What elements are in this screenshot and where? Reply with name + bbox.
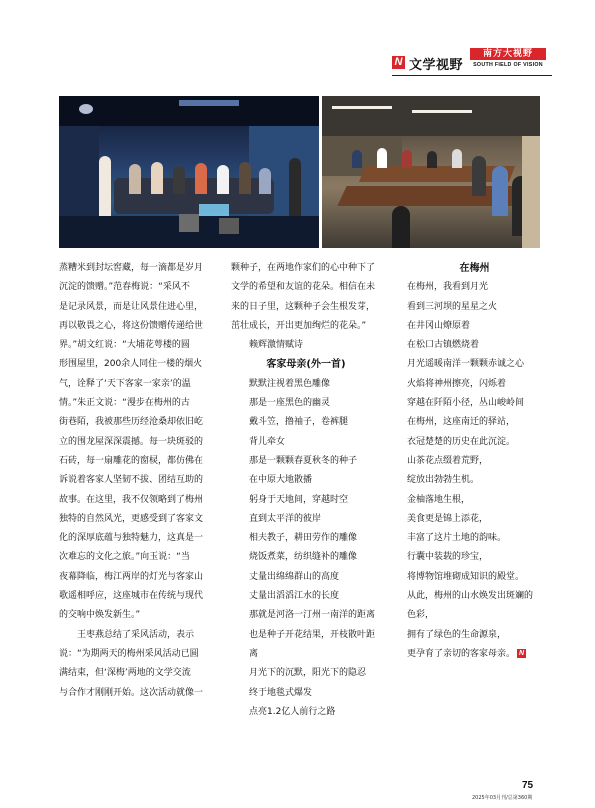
brand-name: 南方大视野: [470, 48, 546, 60]
text-line: 颗种子，在两地作家们的心中种下了: [231, 263, 376, 273]
text-line: 形围屋里，200余人同住一楼的烟火: [59, 359, 203, 370]
text-line: 与合作才刚刚开始。这次活动就像一: [59, 687, 204, 698]
text-line: 是记录风景，而是让风景住进心里，: [59, 301, 204, 312]
poem-line: 那是一颗颗春夏秋冬的种子: [249, 455, 358, 466]
text-line: 满结束，但‘深梅’两地的文学交流: [59, 668, 191, 679]
text-line: 说：“为期两天的梅州采风活动已圆: [59, 648, 199, 659]
text-line: 气，诠释了‘天下客家一家亲’的温: [59, 378, 191, 389]
text-line: 文学的希望和友谊的花朵。相信在未: [231, 282, 376, 293]
poem-line: 看到三河坝的星星之火: [407, 301, 498, 312]
photo-left-gathering: [59, 96, 319, 248]
text-line: 次难忘的文化之旅。”向玉说：“当: [59, 552, 190, 563]
poem-line: 在梅州，这座南迁的驿站，: [407, 417, 516, 428]
text-line: 故事。在这里，我不仅领略到了梅州: [59, 494, 204, 505]
poem-intro: 赖辉激情赋诗: [249, 340, 304, 351]
poem-line: 月光下的沉默，阳光下的隐忍: [249, 668, 367, 679]
poem-line: 山茶花点缀着荒野，: [407, 455, 489, 466]
text-line: 界。”胡文红说：“大埔花萼楼的圆: [59, 340, 190, 351]
poem-line: 直到太平洋的彼岸: [249, 513, 322, 524]
poem-line: 将博物馆堆砌成知识的殿堂。: [407, 571, 525, 582]
text-line: 化的深厚底蕴与独特魅力，这真是一: [59, 533, 204, 544]
section-header: [392, 44, 552, 76]
text-line: 来的日子里，这颗种子会生根发芽，: [231, 301, 376, 312]
poem-line: 点亮1.2亿人前行之路: [249, 706, 336, 717]
text-line: 再以敬畏之心，将这份馈赠传递给世: [59, 320, 204, 331]
page-number: 75: [522, 780, 534, 791]
text-line: 夜幕降临，梅江两岸的灯光与客家山: [59, 571, 204, 582]
poem-line: 月光遥暖南洋一颗颗赤诚之心: [407, 359, 525, 370]
text-line: 立的围龙屋深深震撼。每一块斑驳的: [59, 436, 204, 447]
poem-line: 相夫教子，耕田劳作的雕像: [249, 533, 358, 544]
poem-line: 从此，梅州的山水焕发出斑斓的: [407, 591, 534, 602]
text-column-3: [407, 259, 542, 664]
text-line: 独特的自然风光，更感受到了客家文: [59, 513, 204, 524]
magazine-logo: N: [392, 56, 405, 69]
poem-line: 在井冈山燎原着: [407, 320, 471, 331]
poem-line: 衣冠楚楚的历史在此沉淀。: [407, 436, 516, 447]
section-title: 文学视野: [409, 58, 464, 73]
poem-title: 客家母亲(外一首): [266, 359, 346, 371]
poem-line: 在中原大地散播: [249, 475, 313, 486]
poem-line: 也是种子开花结果，开枝散叶距离: [249, 629, 376, 659]
text-line: 情。”朱正文说：“漫步在梅州的古: [59, 398, 190, 409]
poem-line: 美食更是锦上添花，: [407, 513, 489, 524]
text-line: 的交响中焕发新生。”: [59, 610, 141, 621]
text-line: 歌遥相呼应，这座城市在传统与现代: [59, 591, 204, 602]
poem-line: 火焰将神州擦亮，闪烁着: [407, 378, 507, 389]
poem-line: 金柚落地生根，: [407, 494, 471, 505]
photo-right-meeting: [322, 96, 540, 248]
poem-line: 丈量出滔滔江水的长度: [249, 591, 340, 602]
text-column-1: [59, 259, 211, 703]
poem-line: 行囊中装载的珍宝，: [407, 552, 489, 563]
poem-line: 那就是河洛一汀州一南洋的距离: [249, 610, 376, 621]
text-line: 沉淀的馈赠。”范春梅说：“采风不: [59, 282, 190, 293]
poem-line: 背儿牵女: [249, 436, 286, 447]
text-line: 王枣燕总结了采风活动，表示: [77, 629, 195, 640]
poem-line: 戴斗笠，撸袖子，卷裤腿: [249, 417, 349, 428]
poem-line: 在梅州，我看到月光: [407, 282, 489, 293]
text-line: 茁壮成长，开出更加绚烂的花朵。”: [231, 320, 367, 331]
poem-line: 色彩，: [407, 610, 435, 621]
poem-line: 默默注视着黑色雕像: [249, 378, 331, 389]
poem-line: 在松口古镇燃烧着: [407, 340, 480, 351]
poem-line: 拥有了绿色的生命源泉，: [407, 629, 507, 640]
text-line: 诉说着客家人坚韧不拔、团结互助的: [59, 475, 204, 486]
poem-line: 那是一座黑色的幽灵: [249, 398, 331, 409]
text-line: 石砖，每一扇雕花的窗棂，都仿佛在: [59, 455, 204, 466]
issue-info: 2025年03月刊/总第360期: [472, 795, 533, 801]
poem-line: 穿越在阡陌小径，丛山峻岭间: [407, 398, 525, 409]
poem-line: 终于地毯式爆发: [249, 687, 313, 698]
text-line: 街巷陌，我被那些历经沧桑却依旧屹: [59, 417, 204, 428]
poem-title: 在梅州: [459, 263, 490, 274]
end-mark-icon: N: [518, 649, 525, 657]
poem-line: 绽放出勃勃生机。: [407, 475, 480, 486]
text-column-2: [231, 259, 381, 722]
poem-last-line: 更孕育了亲切的客家母亲。: [407, 648, 516, 659]
poem-line: 躬身于天地间，穿越时空: [249, 494, 349, 505]
poem-line: 烧饭煮菜，纺织缝补的雕像: [249, 552, 358, 563]
text-line: 蒸糟米到封坛窖藏，每一滴都是岁月: [59, 263, 204, 273]
poem-line: 丈量出绵绵群山的高度: [249, 571, 340, 582]
poem-line: 丰富了这片土地的韵味。: [407, 533, 507, 544]
brand-name-en: SOUTH FIELD OF VISION: [473, 62, 543, 68]
header-rule: [392, 75, 552, 76]
poem-line: [407, 645, 542, 664]
